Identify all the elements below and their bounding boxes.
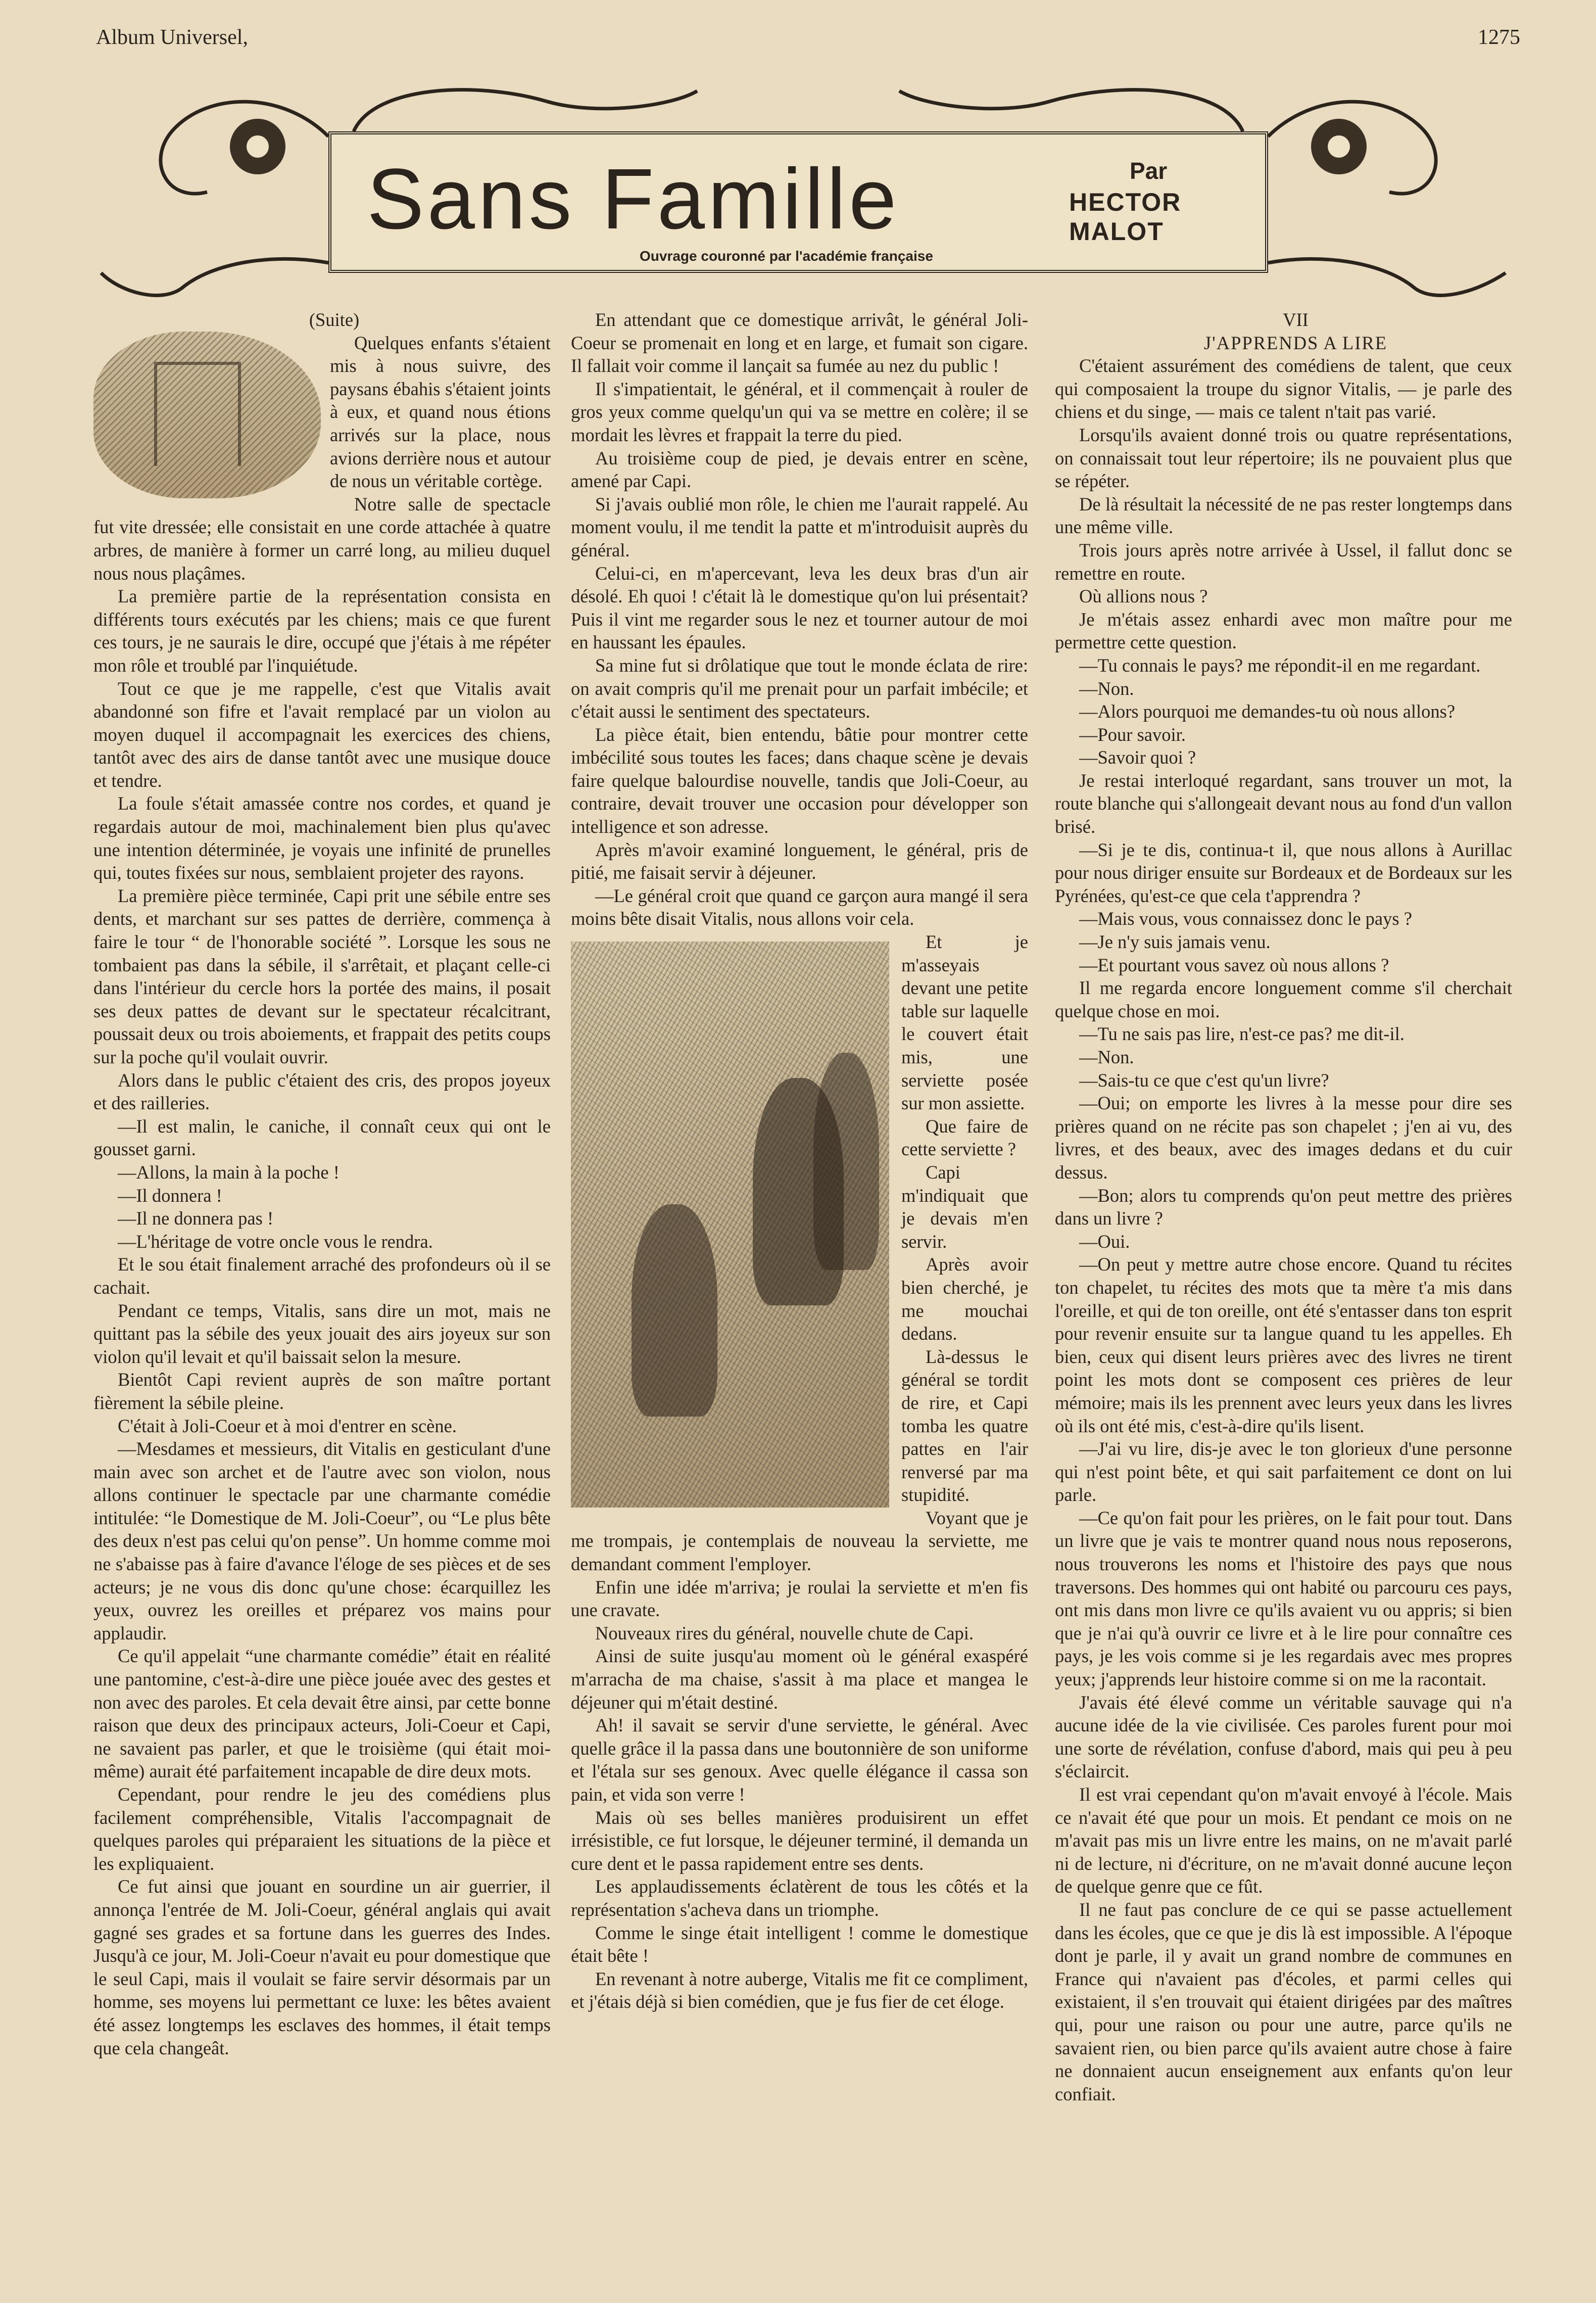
chapter-number: VII xyxy=(1283,309,1309,330)
paragraph: Ainsi de suite jusqu'au moment où le général exaspéré m'arracha de ma chaise, s'assit à ma place et mangea le déjeuner qui m'était destiné. xyxy=(571,1646,1028,1713)
paragraph: Que faire de cette serviette ? xyxy=(901,1115,1028,1160)
paragraph: Bientôt Capi revient auprès de son maître portant fièrement la sébile pleine. xyxy=(93,1369,551,1413)
paragraph: —Le général croit que quand ce garçon aura mangé il sera moins bête disait Vitalis, nous allons voir cela. xyxy=(571,885,1028,929)
paragraph: De là résultait la nécessité de ne pas rester longtemps dans une même ville. xyxy=(1055,493,1512,538)
paragraph: —Non. xyxy=(1079,1047,1134,1067)
paragraph: En revenant à notre auberge, Vitalis me fit ce compliment, et j'étais déjà si bien comédien, que je fus fier de cet éloge. xyxy=(571,1968,1028,2012)
paragraph: Pendant ce temps, Vitalis, sans dire un mot, mais ne quittant pas la sébile des yeux jouait des airs joyeux sur son violon qu'il levait et qu'il baissait selon la mesure. xyxy=(93,1300,551,1367)
paragraph: Lorsqu'ils avaient donné trois ou quatre représentations, on connaissait tout leur répertoire; ils ne pouvaient plus que se répéter. xyxy=(1055,424,1512,492)
paragraph: Et je m'asseyais devant une petite table sur laquelle le couvert était mis, une serviette posée sur mon assiette. xyxy=(901,931,1028,1114)
figure-silhouette xyxy=(632,1204,717,1417)
paragraph: Il ne faut pas conclure de ce qui se passe actuellement dans les écoles, que ce que je dis là est impossible. A l'époque dont je parle, il y avait un grand nombre de communes en France qui n'avaient pas d'écoles, et parmi celles qui existaient, il s'en trouvait qui étaient dirigées par des maîtres qui, pour une raison ou pour une autre, parce qu'ils ne savaient rien, ou bien parce qu'ils avaient autre chose à faire ne donnaient aucun enseignement aux enfants qu'on leur confiait. xyxy=(1055,1899,1512,2104)
scene-illustration xyxy=(571,942,889,1508)
column-1 xyxy=(93,308,551,2059)
paragraph: Si j'avais oublié mon rôle, le chien me l'aurait rappelé. Au moment voulu, il me tendit la patte et m'introduisit auprès du général. xyxy=(571,493,1028,560)
paragraph: —Tu ne sais pas lire, n'est-ce pas? me dit-il. xyxy=(1079,1023,1405,1045)
paragraph: Cependant, pour rendre le jeu des comédiens plus facilement compréhensible, Vitalis l'accompagnait de quelques paroles qui préparaient les situations de la pièce et les expliquaient. xyxy=(93,1784,551,1874)
column-1-body xyxy=(93,332,551,2060)
paragraph: —J'ai vu lire, dis-je avec le ton glorieux d'une personne qui n'est point bête, et qui sait parfaitement ce dont on lui parle. xyxy=(1055,1438,1512,1506)
paragraph: Après avoir bien cherché, je me mouchai dedans. xyxy=(901,1254,1028,1344)
page-header xyxy=(96,25,1520,61)
paragraph: Sa mine fut si drôlatique que tout le monde éclata de rire: on avait compris qu'il me prenait pour un parfait imbécile; et c'était aussi le sentiment des spectateurs. xyxy=(571,654,1028,722)
paragraph: —Ce qu'on fait pour les prières, on le fait pour tout. Dans un livre que je vais te montrer quand nous nous reposerons, nous trouverons les noms et l'histoire des pays que nous traversons. Des hommes qui ont habité ou parcouru ces pays, ont mis dans mon livre ce qu'ils avaient vu ou appris; si bien que je n'ai qu'à ouvrir ce livre et à le lire pour connaître ces pays, je les vois comme si je les regardais avec mes propres yeux; j'apprends leur histoire comme si on me la racontait. xyxy=(1055,1507,1512,1690)
paragraph: Et le sou était finalement arraché des profondeurs où il se cachait. xyxy=(93,1254,551,1298)
paragraph: —Mesdames et messieurs, dit Vitalis en gesticulant d'une main avec son archet et de l'autre avec son violon, nous allons continuer le spectacle par une charmante comédie intitulée: “le Domestique de M. Joli-Coeur”, ou “Le plus bête des deux n'est pas celui qu'on pense”. Un homme comme moi ne s'abaisse pas à faire d'avance l'éloge de ses pièces et de ses acteurs; je ne vous dis donc qu'une chose: écarquillez les yeux, ouvrez les oreilles et préparez vos mains pour applaudir. xyxy=(93,1438,551,1643)
serial-title: Sans Famille xyxy=(367,151,900,247)
paragraph: Notre salle de spectacle fut vite dressée; elle consistait en une corde attachée à quatre arbres, de manière à former un carré long, au milieu duquel nous nous plaçâmes. xyxy=(93,493,551,584)
paragraph: Je restai interloqué regardant, sans trouver un mot, la route blanche qui s'allongeait devant nous au fond d'un vallon brisé. xyxy=(1055,770,1512,837)
paragraph: —Si je te dis, continua-t il, que nous allons à Aurillac pour nous diriger ensuite sur Bordeaux et de Bordeaux sur les Pyrénées, qu'est-ce que cela t'apprendra ? xyxy=(1055,839,1512,906)
paragraph: C'étaient assurément des comédiens de talent, que ceux qui composaient la troupe du signor Vitalis, — je parle des chiens et du singe, — mais ce talent n'tait pas varié. xyxy=(1055,355,1512,422)
paragraph: —Pour savoir. xyxy=(1079,724,1186,745)
paragraph: —Allons, la main à la poche ! xyxy=(118,1161,340,1183)
paragraph: Je m'étais assez enhardi avec mon maître pour me permettre cette question. xyxy=(1055,608,1512,653)
paragraph: —Alors pourquoi me demandes-tu où nous allons? xyxy=(1079,701,1456,722)
paragraph: Où allions nous ? xyxy=(1079,586,1208,607)
paragraph: Voyant que je me trompais, je contemplais de nouveau la serviette, me demandant comment l'employer. xyxy=(571,1507,1028,1575)
paragraph: Là-dessus le général se tordit de rire, et Capi tomba les quatre pattes en l'air renversé par ma stupidité. xyxy=(901,1346,1028,1506)
paragraph: —Il ne donnera pas ! xyxy=(118,1208,274,1229)
column-2-body xyxy=(571,308,1028,2013)
title-frame xyxy=(328,131,1268,273)
paragraph: Tout ce que je me rappelle, c'est que Vitalis avait abandonné son fifre et l'avait remplacé par un violon au moyen duquel il accompagnait les exercices des chiens, tantôt avec des airs de danse tantôt avec une musique douce et tendre. xyxy=(93,678,551,791)
paragraph: —On peut y mettre autre chose encore. Quand tu récites ton chapelet, tu récites des mots que ta mère t'a mis dans l'oreille, et qui de ton oreille, ont été s'entasser dans ton esprit pour revenir ensuite sur ta langue quand tu les appelles. Eh bien, ceux qui disent leurs prières avec des livres ne tirent point les mots dont se composent ces prières de leur mémoire; mais ils les prennent avec leurs yeux dans les livres où ils ont été mis, c'est-à-dire qu'ils lisent. xyxy=(1055,1254,1512,1436)
paragraph: Comme le singe était intelligent ! comme le domestique était bête ! xyxy=(571,1922,1028,1966)
paragraph: Il est vrai cependant qu'on m'avait envoyé à l'école. Mais ce n'avait été que pour un mois. Et pendant ce mois on ne m'avait pas mis un livre entre les mains, on ne m'avait parlé ni de lecture, ni d'écriture, on ne m'avait donné aucune leçon de quelque genre que ce fût. xyxy=(1055,1784,1512,1897)
paragraph: —Il donnera ! xyxy=(118,1185,222,1206)
page-number: 1275 xyxy=(1478,26,1520,49)
award-subtitle: Ouvrage couronné par l'académie française xyxy=(640,248,933,264)
paragraph: La pièce était, bien entendu, bâtie pour montrer cette imbécilité sous toutes les faces; dans chaque scène je devais faire quelque balourdise nouvelle, tandis que Joli-Coeur, au contraire, devait trouver une occasion pour développer son intelligence et son adresse. xyxy=(571,724,1028,837)
paragraph: —Oui; on emporte les livres à la messe pour dire ses prières quand on ne récite pas son chapelet ; j'en ai vu, des livres, et des beaux, avec des images dedans et du cuir dessus. xyxy=(1055,1093,1512,1183)
column-3-body xyxy=(1055,354,1512,2105)
paragraph: —Il est malin, le caniche, il connaît ceux qui ont le gousset garni. xyxy=(93,1115,551,1160)
paragraph: Enfin une idée m'arriva; je roulai la serviette et m'en fis une cravate. xyxy=(571,1576,1028,1621)
paragraph: —Bon; alors tu comprends qu'on peut mettre des prières dans un livre ? xyxy=(1055,1185,1512,1229)
chapter-title: J'APPRENDS A LIRE xyxy=(1203,332,1388,353)
suite-label: (Suite) xyxy=(309,309,360,330)
paragraph: Alors dans le public c'étaient des cris, des propos joyeux et des railleries. xyxy=(93,1069,551,1114)
paragraph: Celui-ci, en m'apercevant, leva les deux bras d'un air désolé. Eh quoi ! c'était là le domestique qu'on lui présentait? Puis il vint me regarder sous le nez et tourner autour de moi en haussant les épaules. xyxy=(571,562,1028,653)
paragraph: J'avais été élevé comme un véritable sauvage qui n'a aucune idée de la vie civilisée. Ces paroles furent pour moi une sorte de révélation, confuse d'abord, mais qui peu à peu s'éclaircit. xyxy=(1055,1691,1512,1782)
paragraph: La foule s'était amassée contre nos cordes, et quand je regardais autour de moi, machinalement bien plus qu'avec une intention déterminée, je voyais une infinité de prunelles qui, toutes fixées sur nous, semblaient projeter des rayons. xyxy=(93,793,551,883)
village-illustration xyxy=(93,332,321,498)
paragraph: —Tu connais le pays? me répondit-il en me regardant. xyxy=(1079,654,1481,676)
paragraph: Trois jours après notre arrivée à Ussel, il fallut donc se remettre en route. xyxy=(1055,539,1512,584)
paragraph: —Je n'y suis jamais venu. xyxy=(1079,931,1271,953)
paragraph: Il s'impatientait, le général, et il commençait à rouler de gros yeux comme quelqu'un qui va se mettre en colère; il se mordait les lèvres et frappait la terre du pied. xyxy=(571,378,1028,445)
author-name: HECTOR MALOT xyxy=(1069,188,1182,246)
paragraph: —Et pourtant vous savez où nous allons ? xyxy=(1079,954,1389,975)
paragraph: Au troisième coup de pied, je devais entrer en scène, amené par Capi. xyxy=(571,447,1028,492)
paragraph: Ah! il savait se servir d'une serviette, le général. Avec quelle grâce il la passa dans une boutonnière de son uniforme et l'étala sur ses genoux. Avec quelle élégance il cassa son pain, et vida son verre ! xyxy=(571,1715,1028,1805)
paragraph: Quelques enfants s'étaient mis à nous suivre, des paysans ébahis s'étaient joints à eux, et quand nous étions arrivés sur la place, nous avions derrière nous et autour de nous un véritable cortège. xyxy=(330,332,551,492)
paragraph: Après m'avoir examiné longuement, le général, pris de pitié, me faisait servir à déjeuner. xyxy=(571,839,1028,883)
paragraph: —Savoir quoi ? xyxy=(1079,747,1196,768)
paragraph: Ce qu'il appelait “une charmante comédie” était en réalité une pantomine, c'est-à-dire une pièce jouée avec des gestes et non avec des paroles. Et cela devait être ainsi, par cette bonne raison que deux des principaux acteurs, Joli-Coeur et Capi, ne savaient pas parler, et que le troisième (qui était moi-même) aurait été parfaitement incapable de dire deux mots. xyxy=(93,1646,551,1782)
paragraph: —Oui. xyxy=(1079,1231,1130,1252)
paragraph: —L'héritage de votre oncle vous le rendra. xyxy=(118,1231,433,1252)
column-2 xyxy=(571,308,1028,2013)
paragraph: Il me regarda encore longuement comme s'il cherchait quelque chose en moi. xyxy=(1055,977,1512,1021)
by-label: Par xyxy=(1130,158,1168,184)
paragraph: Ce fut ainsi que jouant en sourdine un air guerrier, il annonça l'entrée de M. Joli-Coeur, général anglais qui avait gagné ses grades et sa fortune dans les guerres des Indes. Jusqu'à ce jour, M. Joli-Coeur n'avait eu pour domestique que le seul Capi, mais il voulait se faire servir désormais par un homme, ses moyens lui permettant ce luxe: les bêtes avaient été assez longtemps les esclaves des hommes, il était temps que cela changeât. xyxy=(93,1876,551,2058)
paragraph: La première pièce terminée, Capi prit une sébile entre ses dents, et marchant sur ses pattes de derrière, commença à faire le tour “ de l'honorable société ”. Lorsque les sous ne tombaient pas dans la sébile, il s'arrêtait, et plaçant celle-ci dans l'intérieur du cercle hors la portée des mains, il posait ses deux pattes de devant sur le spectateur récalcitrant, poussait deux ou trois aboiements, et frappait des petits coups sur la poche qu'il voulait ouvrir. xyxy=(93,885,551,1067)
paragraph: Capi m'indiquait que je devais m'en servir. xyxy=(901,1161,1028,1252)
paragraph: En attendant que ce domestique arrivât, le général Joli-Coeur se promenait en long et en large, et fumait son cigare. Il fallait voir comme il lançait sa fumée au nez du public ! xyxy=(571,309,1028,377)
paragraph: —Non. xyxy=(1079,678,1134,699)
paragraph: C'était à Joli-Coeur et à moi d'entrer en scène. xyxy=(118,1415,457,1436)
paragraph: La première partie de la représentation consista en différents tours exécutés par les chiens; mais ce que furent ces tours, je ne saurais le dire, occupé que j'étais à me répéter mon rôle et troublé par l'inquiétude. xyxy=(93,586,551,676)
column-3 xyxy=(1055,308,1512,2105)
paragraph: Nouveaux rires du général, nouvelle chute de Capi. xyxy=(595,1622,974,1643)
journal-name: Album Universel, xyxy=(96,26,248,49)
title-banner xyxy=(91,71,1521,308)
paragraph: Les applaudissements éclatèrent de tous les côtés et la représentation s'acheva dans un triomphe. xyxy=(571,1876,1028,1920)
paragraph: Mais où ses belles manières produisirent un effet irrésistible, ce fut lorsque, le déjeuner terminé, il demanda un cure dent et le passa rapidement entre ses dents. xyxy=(571,1807,1028,1874)
paragraph: —Mais vous, vous connaissez donc le pays ? xyxy=(1079,908,1412,929)
figure-silhouette xyxy=(813,1053,879,1270)
paragraph: —Sais-tu ce que c'est qu'un livre? xyxy=(1079,1069,1329,1091)
